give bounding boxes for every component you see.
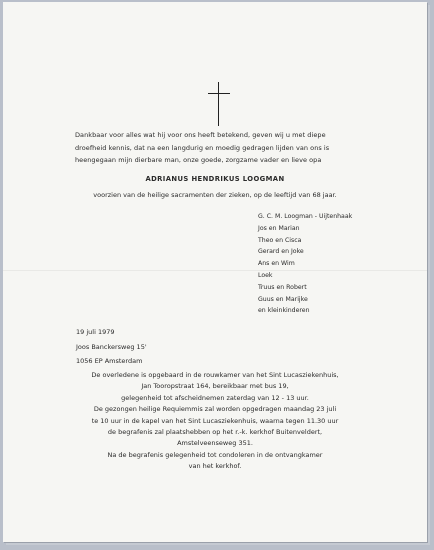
notice-block [3, 370, 427, 473]
deceased-name: ADRIANUS HENDRIKUS LOOGMAN [145, 175, 285, 183]
notice-line: De gezongen heilige Requiemmis zal worden opgedragen maandag 23 juli [93, 405, 337, 414]
address-block [76, 325, 147, 369]
notice-line: Na de begrafenis gelegenheid tot condoleren in de ontvangkamer [107, 450, 323, 459]
notice-line: te 10 uur in de kapel van het Sint Lucasziekenhuis, waarna tegen 11.30 uur [91, 416, 339, 425]
notice-line: van het kerkhof. [188, 462, 242, 471]
family-member: Truus en Robert [258, 283, 307, 291]
notice-line: Amstelveenseweg 351. [177, 439, 253, 448]
intro-line: Dankbaar voor alles wat hij voor ons heeft betekend, geven wij u met diepe [75, 131, 326, 139]
notice-line: Jan Tooropstraat 164, bereikbaar met bus 19, [141, 382, 289, 391]
family-member: Theo en Cisca [258, 236, 302, 244]
city-line: 1056 EP Amsterdam [76, 357, 143, 365]
family-member: Jos en Marian [258, 224, 300, 232]
notice-line: de begrafenis zal plaatshebben op het r.-k. kerkhof Buitenveldert, [107, 428, 323, 437]
family-list [258, 211, 352, 317]
family-member: en kleinkinderen [258, 307, 310, 315]
family-member: Gerard en Joke [258, 248, 304, 256]
age-line: voorzien van de heilige sacramenten der zieken, op de leeftijd van 68 jaar. [93, 191, 337, 199]
cross-icon [208, 82, 230, 126]
intro-line: droefheid kennis, dat na een langdurig en moedig gedragen lijden van ons is [75, 143, 330, 152]
date-line: 19 juli 1979 [76, 328, 115, 336]
intro-paragraph [75, 129, 375, 167]
street-line: Joos Banckersweg 15' [76, 342, 147, 351]
intro-line: heengegaan mijn dierbare man, onze goede, zorgzame vader en lieve opa [75, 156, 322, 164]
mourning-card [3, 2, 427, 542]
notice-line: gelegenheid tot afscheidnemen zaterdag van 12 - 13 uur. [121, 393, 309, 402]
notice-line: De overledene is opgebaard in de rouwkamer van het Sint Lucasziekenhuis, [91, 371, 339, 379]
family-member: Ans en Wim [258, 260, 295, 268]
family-member: Guus en Marijke [258, 295, 308, 303]
family-member: Loek [258, 271, 273, 279]
family-member: G. C. M. Loogman - Uijtenhaak [258, 213, 353, 220]
